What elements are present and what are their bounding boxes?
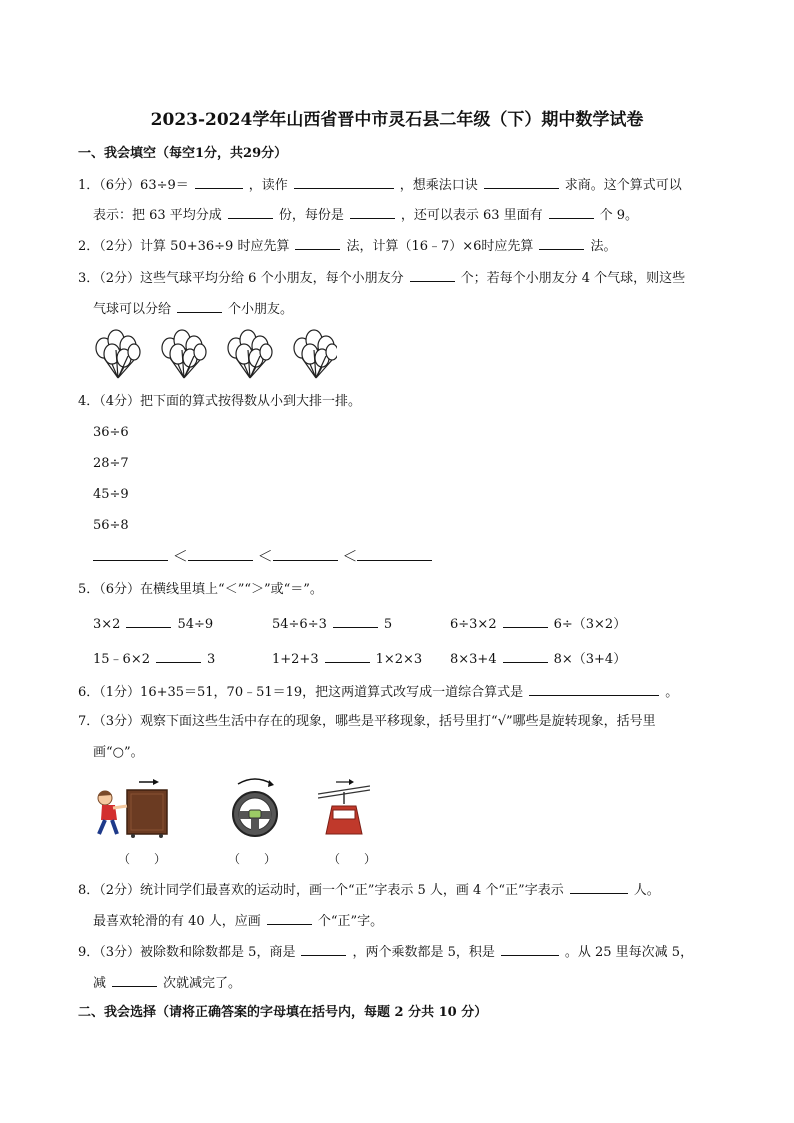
question-5: 5．（6分）在横线里填上“＜”“＞”或“＝”。	[78, 582, 323, 597]
expr-right: 3	[206, 652, 216, 667]
q4-ordering-row	[93, 547, 432, 565]
q5-compare-6	[450, 649, 626, 669]
expr-right: 6÷（3×2）	[553, 617, 627, 632]
exam-title: 2023-2024学年山西省晋中市灵石县二年级（下）期中数学试卷	[150, 110, 644, 130]
q9-text-e: 次就减完了。	[163, 976, 242, 991]
q1-text-f: 份，每份是	[278, 208, 344, 223]
q5-compare-1	[93, 614, 213, 634]
cable-car-image	[318, 778, 370, 840]
q9-text-d: 减	[93, 976, 107, 991]
answer-paren[interactable]: （ ）	[228, 852, 277, 866]
question-8-line-2	[93, 911, 383, 931]
section-2-heading: 二、我会选择（请将正确答案的字母填在括号内，每题 2 分共 10 分）	[78, 1005, 488, 1020]
answer-blank[interactable]	[188, 547, 253, 561]
answer-blank[interactable]	[570, 880, 628, 894]
q5-compare-4	[93, 649, 215, 669]
q4-expression-4: 56÷8	[93, 518, 129, 533]
answer-blank[interactable]	[93, 547, 168, 561]
answer-blank[interactable]	[294, 175, 394, 189]
answer-blank[interactable]	[539, 236, 584, 250]
q8-text-b: 人。	[633, 883, 660, 898]
answer-blank[interactable]	[484, 175, 559, 189]
balloon-bunches-image	[92, 326, 337, 382]
q3-text-a: 3．（2分）这些气球平均分给 6 个小朋友，每个小朋友分	[78, 271, 404, 286]
less-than-sign: ＜	[342, 547, 358, 565]
answer-paren[interactable]: （ ）	[118, 852, 167, 866]
question-8-line-1	[78, 880, 660, 900]
question-6	[78, 682, 678, 702]
q1-text-a: 1．（6分）63÷9＝	[78, 178, 189, 193]
q5-compare-5	[272, 649, 422, 669]
q1-text-b: ，读作	[248, 178, 288, 193]
question-7-line-2: 画“○”。	[93, 745, 144, 760]
less-than-sign: ＜	[257, 547, 273, 565]
answer-blank[interactable]	[228, 205, 273, 219]
question-4: 4．（4分）把下面的算式按得数从小到大排一排。	[78, 394, 362, 409]
expr-left: 54÷6÷3	[272, 617, 327, 632]
expr-left: 1+2+3	[272, 652, 319, 667]
q5-compare-3	[450, 614, 626, 634]
expr-left: 15﹣6×2	[93, 652, 150, 667]
answer-blank[interactable]	[357, 547, 432, 561]
q8-text-d: 个“正”字。	[317, 914, 384, 929]
answer-blank[interactable]	[325, 649, 370, 663]
q1-text-g: ，还可以表示 63 里面有	[400, 208, 543, 223]
answer-paren[interactable]: （ ）	[328, 852, 377, 866]
question-3-line-2	[93, 299, 293, 319]
answer-blank[interactable]	[295, 236, 340, 250]
answer-blank[interactable]	[177, 299, 222, 313]
q1-text-d: 求商。这个算式可以	[564, 178, 682, 193]
q9-text-c: 。从 25 里每次减 5，	[564, 945, 694, 960]
answer-blank[interactable]	[333, 614, 378, 628]
question-9-line-1	[78, 942, 693, 962]
answer-blank[interactable]	[503, 614, 548, 628]
q6-text-a: 6．（1分）16+35＝51，70﹣51＝19，把这两道算式改写成一道综合算式是	[78, 685, 524, 700]
q4-expression-1: 36÷6	[93, 425, 129, 440]
q1-text-e: 表示：把 63 平均分成	[93, 208, 222, 223]
question-1-line-1	[78, 175, 682, 195]
question-9-line-2	[93, 973, 241, 993]
answer-blank[interactable]	[501, 942, 559, 956]
q2-text-b: 法，计算（16﹣7）×6时应先算	[346, 239, 534, 254]
q2-text-c: 法。	[590, 239, 617, 254]
section-1-heading: 一、我会填空（每空1分，共29分）	[78, 146, 288, 161]
q6-text-b: 。	[665, 685, 679, 700]
expr-right: 8×（3+4）	[553, 652, 627, 667]
answer-blank[interactable]	[126, 614, 171, 628]
answer-blank[interactable]	[273, 547, 338, 561]
q3-text-c: 气球可以分给	[93, 302, 172, 317]
expr-left: 8×3+4	[450, 652, 497, 667]
q9-text-a: 9．（3分）被除数和除数都是 5，商是	[78, 945, 296, 960]
q1-text-h: 个 9。	[599, 208, 639, 223]
q1-text-c: ，想乘法口诀	[399, 178, 478, 193]
answer-blank[interactable]	[410, 268, 455, 282]
expr-left: 3×2	[93, 617, 121, 632]
answer-blank[interactable]	[529, 682, 659, 696]
q4-expression-2: 28÷7	[93, 456, 129, 471]
q8-text-a: 8．（2分）统计同学们最喜欢的运动时，画一个“正”字表示 5 人，画 4 个“正”字表示	[78, 883, 564, 898]
q5-compare-2	[272, 614, 392, 634]
answer-blank[interactable]	[112, 973, 157, 987]
question-3-line-1	[78, 268, 685, 288]
child-pushing-box-image	[93, 776, 173, 840]
q3-text-d: 个小朋友。	[228, 302, 294, 317]
expr-right: 54÷9	[177, 617, 214, 632]
q8-text-c: 最喜欢轮滑的有 40 人，应画	[93, 914, 261, 929]
q4-expression-3: 45÷9	[93, 487, 129, 502]
steering-wheel-image	[224, 776, 286, 840]
answer-blank[interactable]	[156, 649, 201, 663]
expr-left: 6÷3×2	[450, 617, 497, 632]
answer-blank[interactable]	[350, 205, 395, 219]
expr-right: 5	[383, 617, 393, 632]
answer-blank[interactable]	[267, 911, 312, 925]
expr-right: 1×2×3	[375, 652, 423, 667]
question-7-line-1: 7．（3分）观察下面这些生活中存在的现象，哪些是平移现象，括号里打“√”哪些是旋转现象，括号里	[78, 714, 656, 729]
answer-blank[interactable]	[195, 175, 243, 189]
question-2	[78, 236, 616, 256]
q9-text-b: ，两个乘数都是 5，积是	[352, 945, 495, 960]
less-than-sign: ＜	[172, 547, 188, 565]
q2-text-a: 2．（2分）计算 50+36÷9 时应先算	[78, 239, 290, 254]
answer-blank[interactable]	[301, 942, 346, 956]
answer-blank[interactable]	[549, 205, 594, 219]
q3-text-b: 个；若每个小朋友分 4 个气球，则这些	[460, 271, 686, 286]
question-1-line-2	[93, 205, 638, 225]
answer-blank[interactable]	[503, 649, 548, 663]
